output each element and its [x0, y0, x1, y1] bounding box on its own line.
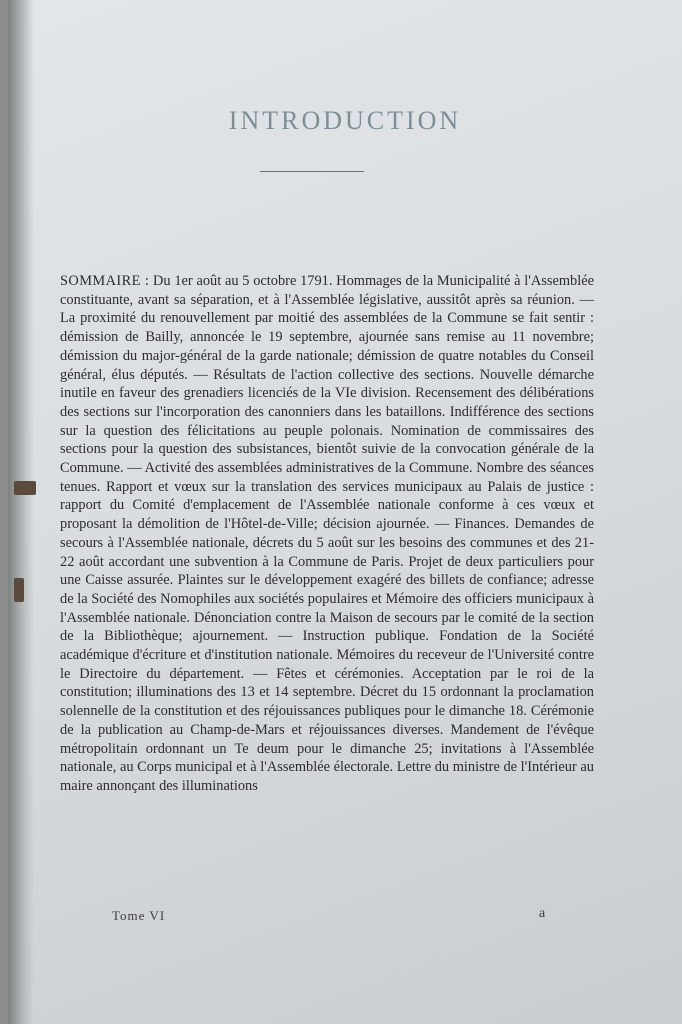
- chapter-title: INTRODUCTION: [228, 106, 462, 135]
- binding-mark: [14, 578, 24, 602]
- page-gutter-shadow: [8, 0, 34, 1024]
- volume-signature: Tome VI: [112, 908, 166, 923]
- binding-mark: [14, 481, 36, 495]
- summary-text: Du 1er août au 5 octobre 1791. Hommages de la Municipalité à l'Assemblée constituante, avant sa séparation, et à l'Assemblée législative, aussitôt après sa réunion. — La proximité du renouvellement par moitié des assemblées de la Commune se fait sentir : démission de Bailly, annoncée le 19 septembre, ajournée sans remise au 11 novembre; démission du major-général de la garde nationale; démission de quatre notables du Conseil général, élus députés. — Résultats de l'action collective des sections. Nouvelle démarche inutile en faveur des grenadiers licenciés de la VIe division. Recensement des délibérations des sections sur l'incorporation des canonniers dans les bataillons. Indifférence des sections sur la question des félicitations au peuple polonais. Nomination de commissaires des sections pour la question des subsistances, bientôt suivie de la convocation générale de la Commune. — Activité des assemblées administratives de la Commune. Nombre des séances tenues. Rapport et vœux sur la translation des services municipaux au Palais de justice : rapport du Comité d'emplacement de l'Assemblée nationale conforme à ces vœux et proposant la démolition de l'Hôtel-de-Ville; décision ajournée. — Finances. Demandes de secours à l'Assemblée nationale, décrets du 5 août sur les besoins des communes et des 21-22 août accordant une subvention à la Commune de Paris. Projet de deux particuliers pour une Caisse assurée. Plaintes sur le développement exagéré des billets de confiance; adresse de la Société des Nomophiles aux sociétés populaires et Mémoire des officiers municipaux à l'Assemblée nationale. Dénonciation contre la Maison de secours par le comité de la section de la Bibliothèque; ajournement. — Instruction publique. Fondation de la Société académique d'écriture et d'institution nationale. Mémoires du receveur de l'Université contre le Directoire du département. — Fêtes et cérémonies. Acceptation par le roi de la constitution; illuminations des 13 et 14 septembre. Décret du 15 ordonnant la proclamation solennelle de la constitution et des réjouissances publiques pour le dimanche 18. Cérémonie de la publication au Champ-de-Mars et réjouissances diverses. Mandement de l'évêque métropolitain ordonnant un Te deum pour le dimanche 25; invitations à l'Assemblée nationale, au Corps municipal et à l'Assemblée électorale. Lettre du ministre de l'Intérieur au maire annonçant des illuminations: [60, 273, 594, 794]
- gathering-signature: a: [539, 906, 546, 921]
- title-divider: [260, 171, 364, 172]
- summary-label: SOMMAIRE :: [60, 273, 150, 289]
- summary-paragraph: [60, 272, 594, 796]
- book-page: [8, 0, 682, 1024]
